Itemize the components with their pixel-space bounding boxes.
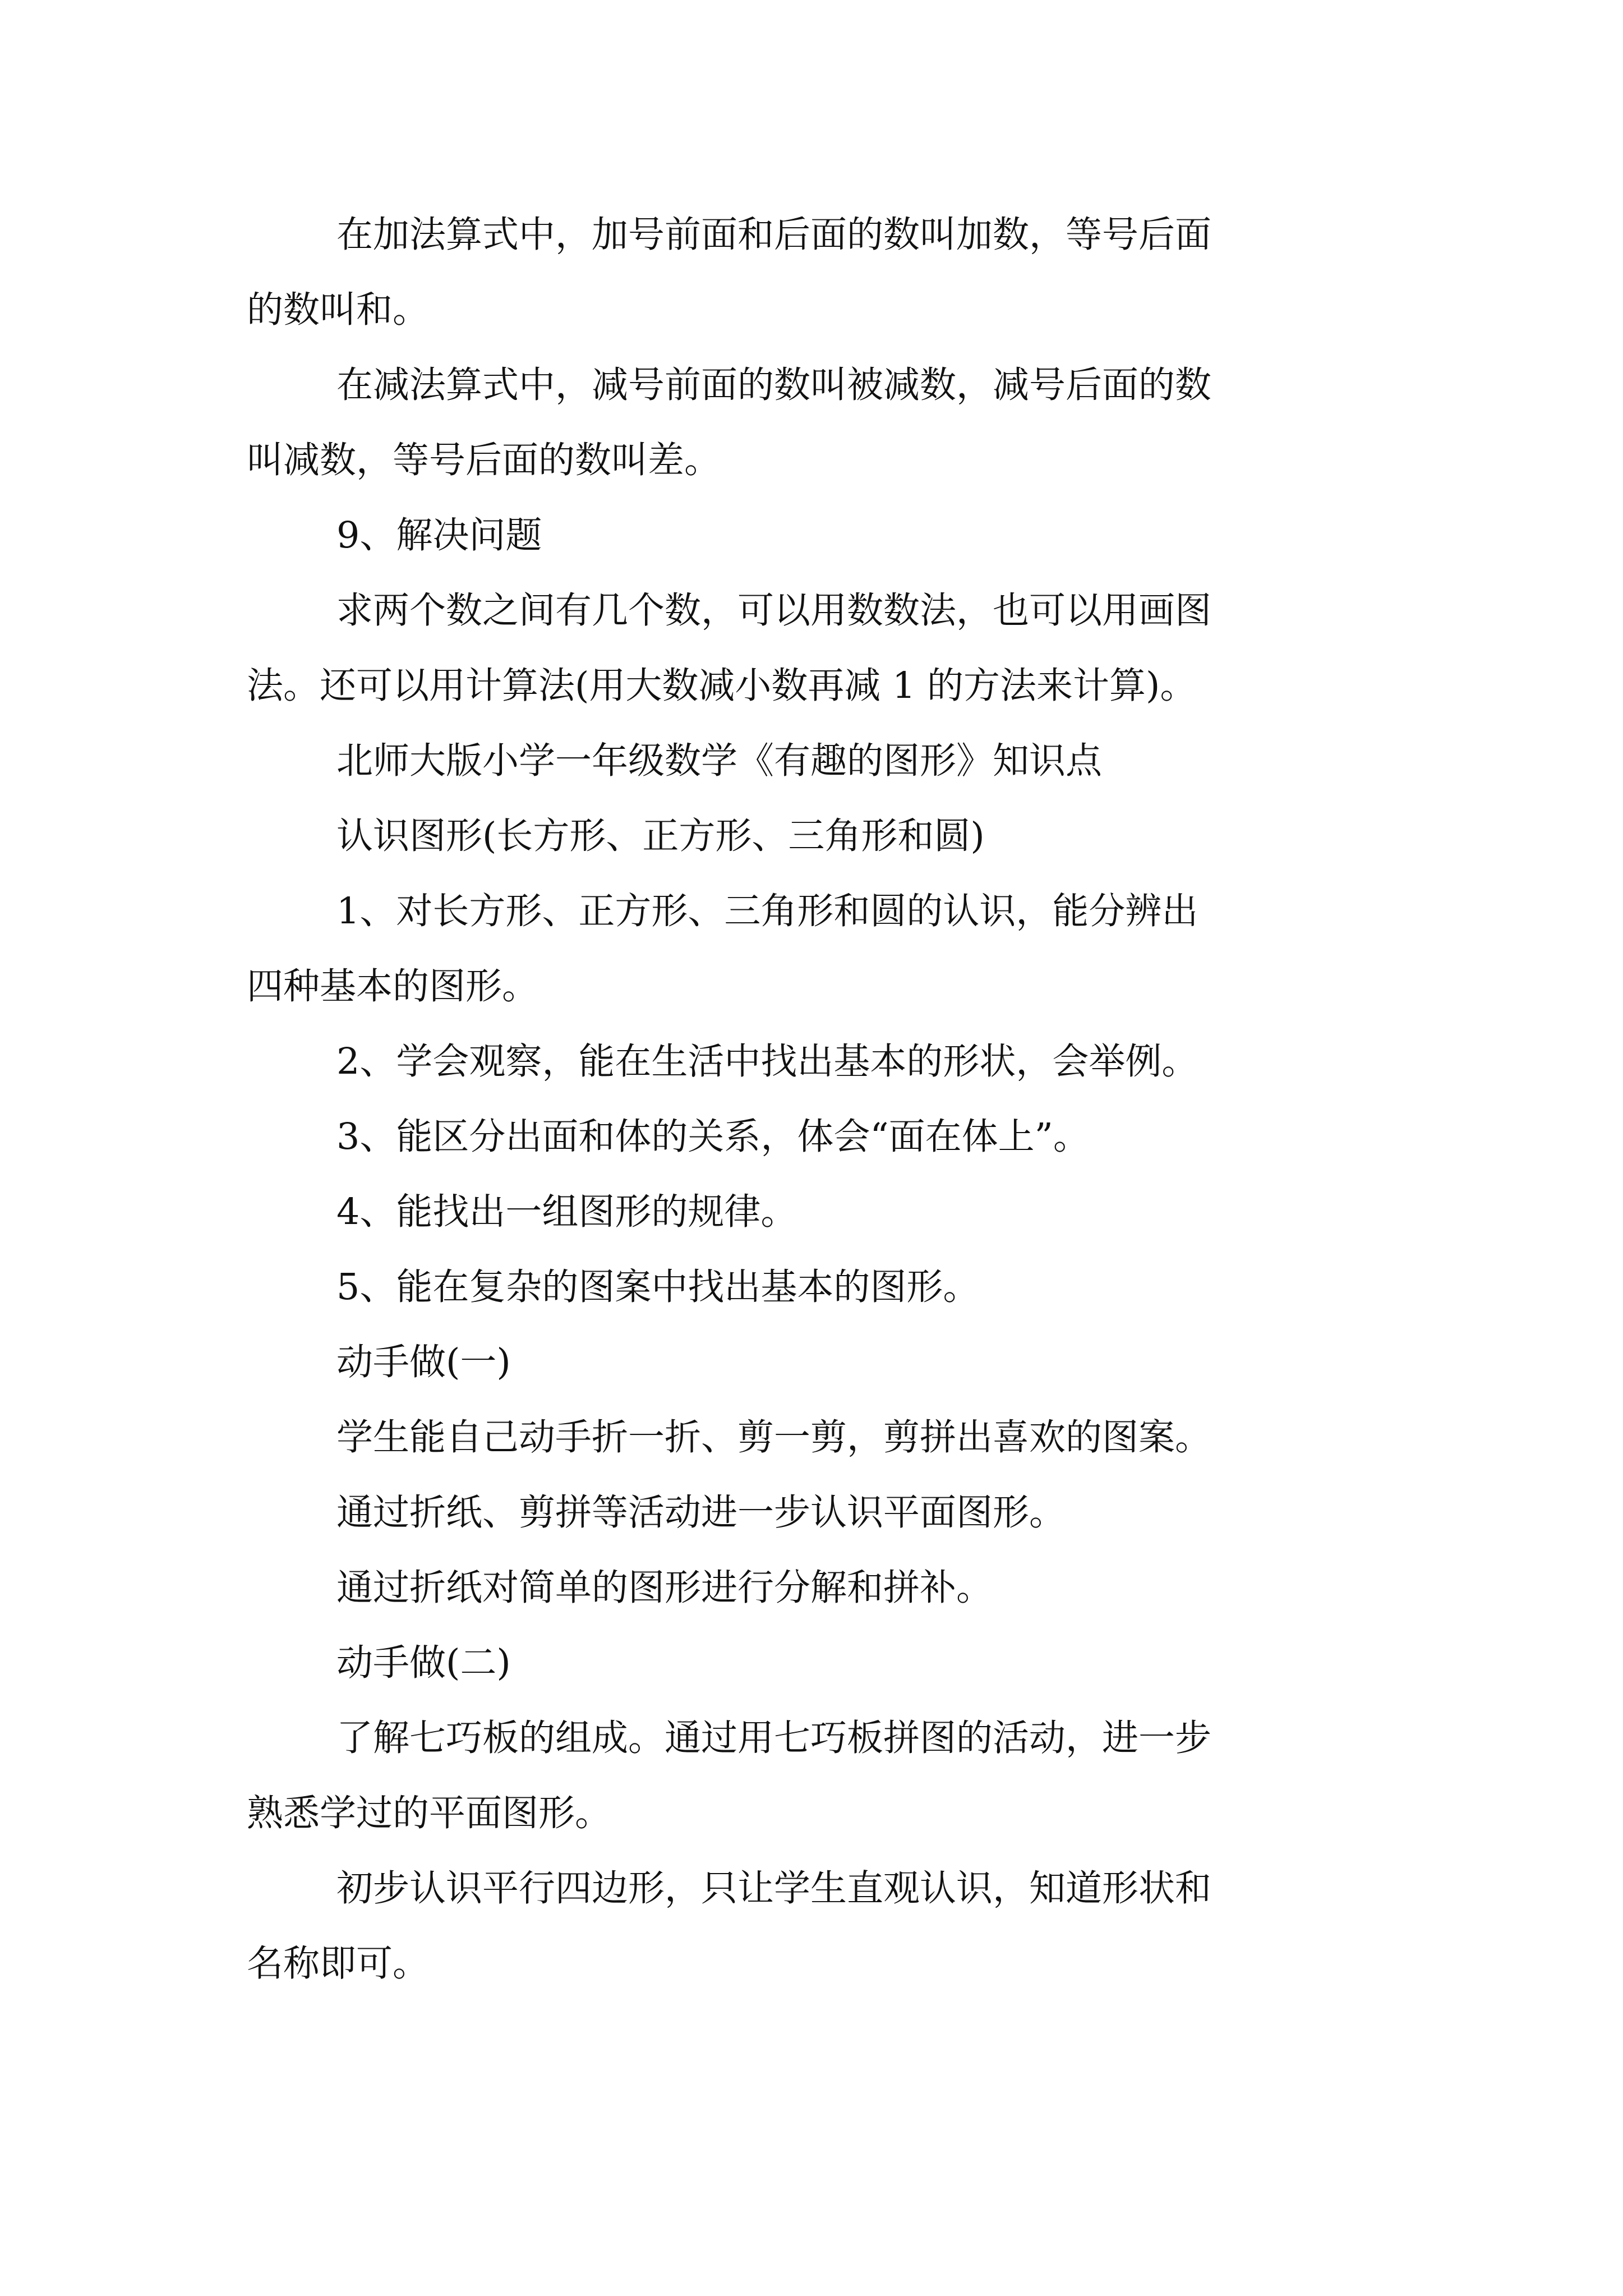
list-item-2: 2、学会观察，能在生活中找出基本的形状，会举例。 bbox=[336, 1041, 1198, 1083]
paragraph-fold-cut: 学生能自己动手折一折、剪一剪，剪拼出喜欢的图案。 bbox=[336, 1416, 1212, 1458]
paragraph-parallelogram: 初步认识平行四边形，只让学生直观认识，知道形状和 名称即可。 bbox=[247, 1867, 1212, 1985]
document-body bbox=[247, 197, 1391, 2001]
paragraph-tangram: 了解七巧板的组成。通过用七巧板拼图的活动，进一步 熟悉学过的平面图形。 bbox=[247, 1717, 1212, 1834]
subsection-recognize-shapes: 认识图形(长方形、正方形、三角形和圆) bbox=[336, 815, 985, 857]
paragraph-counting-methods: 求两个数之间有几个数，可以用数数法，也可以用画图 法。还可以用计算法(用大数减小数再减 1 的方法来计算)。 bbox=[247, 590, 1212, 707]
list-item-1: 1、对长方形、正方形、三角形和圆的认识，能分辨出 四种基本的图形。 bbox=[247, 890, 1198, 1007]
section-title-shapes: 北师大版小学一年级数学《有趣的图形》知识点 bbox=[336, 740, 1103, 782]
list-item-4: 4、能找出一组图形的规律。 bbox=[336, 1191, 797, 1233]
paragraph-addition-terms: 在加法算式中，加号前面和后面的数叫加数，等号后面 的数叫和。 bbox=[247, 214, 1212, 331]
list-item-3: 3、能区分出面和体的关系，体会“面在体上”。 bbox=[336, 1116, 1090, 1158]
paragraph-plane-shapes: 通过折纸、剪拼等活动进一步认识平面图形。 bbox=[336, 1492, 1066, 1534]
subsection-hands-on-1: 动手做(一) bbox=[336, 1341, 511, 1383]
paragraph-decompose: 通过折纸对简单的图形进行分解和拼补。 bbox=[336, 1567, 993, 1609]
list-item-5: 5、能在复杂的图案中找出基本的图形。 bbox=[336, 1266, 980, 1308]
subsection-hands-on-2: 动手做(二) bbox=[336, 1642, 511, 1684]
section-heading-problem-solving: 9、解决问题 bbox=[336, 514, 542, 556]
paragraph-subtraction-terms: 在减法算式中，减号前面的数叫被减数，减号后面的数 叫减数，等号后面的数叫差。 bbox=[247, 364, 1212, 481]
